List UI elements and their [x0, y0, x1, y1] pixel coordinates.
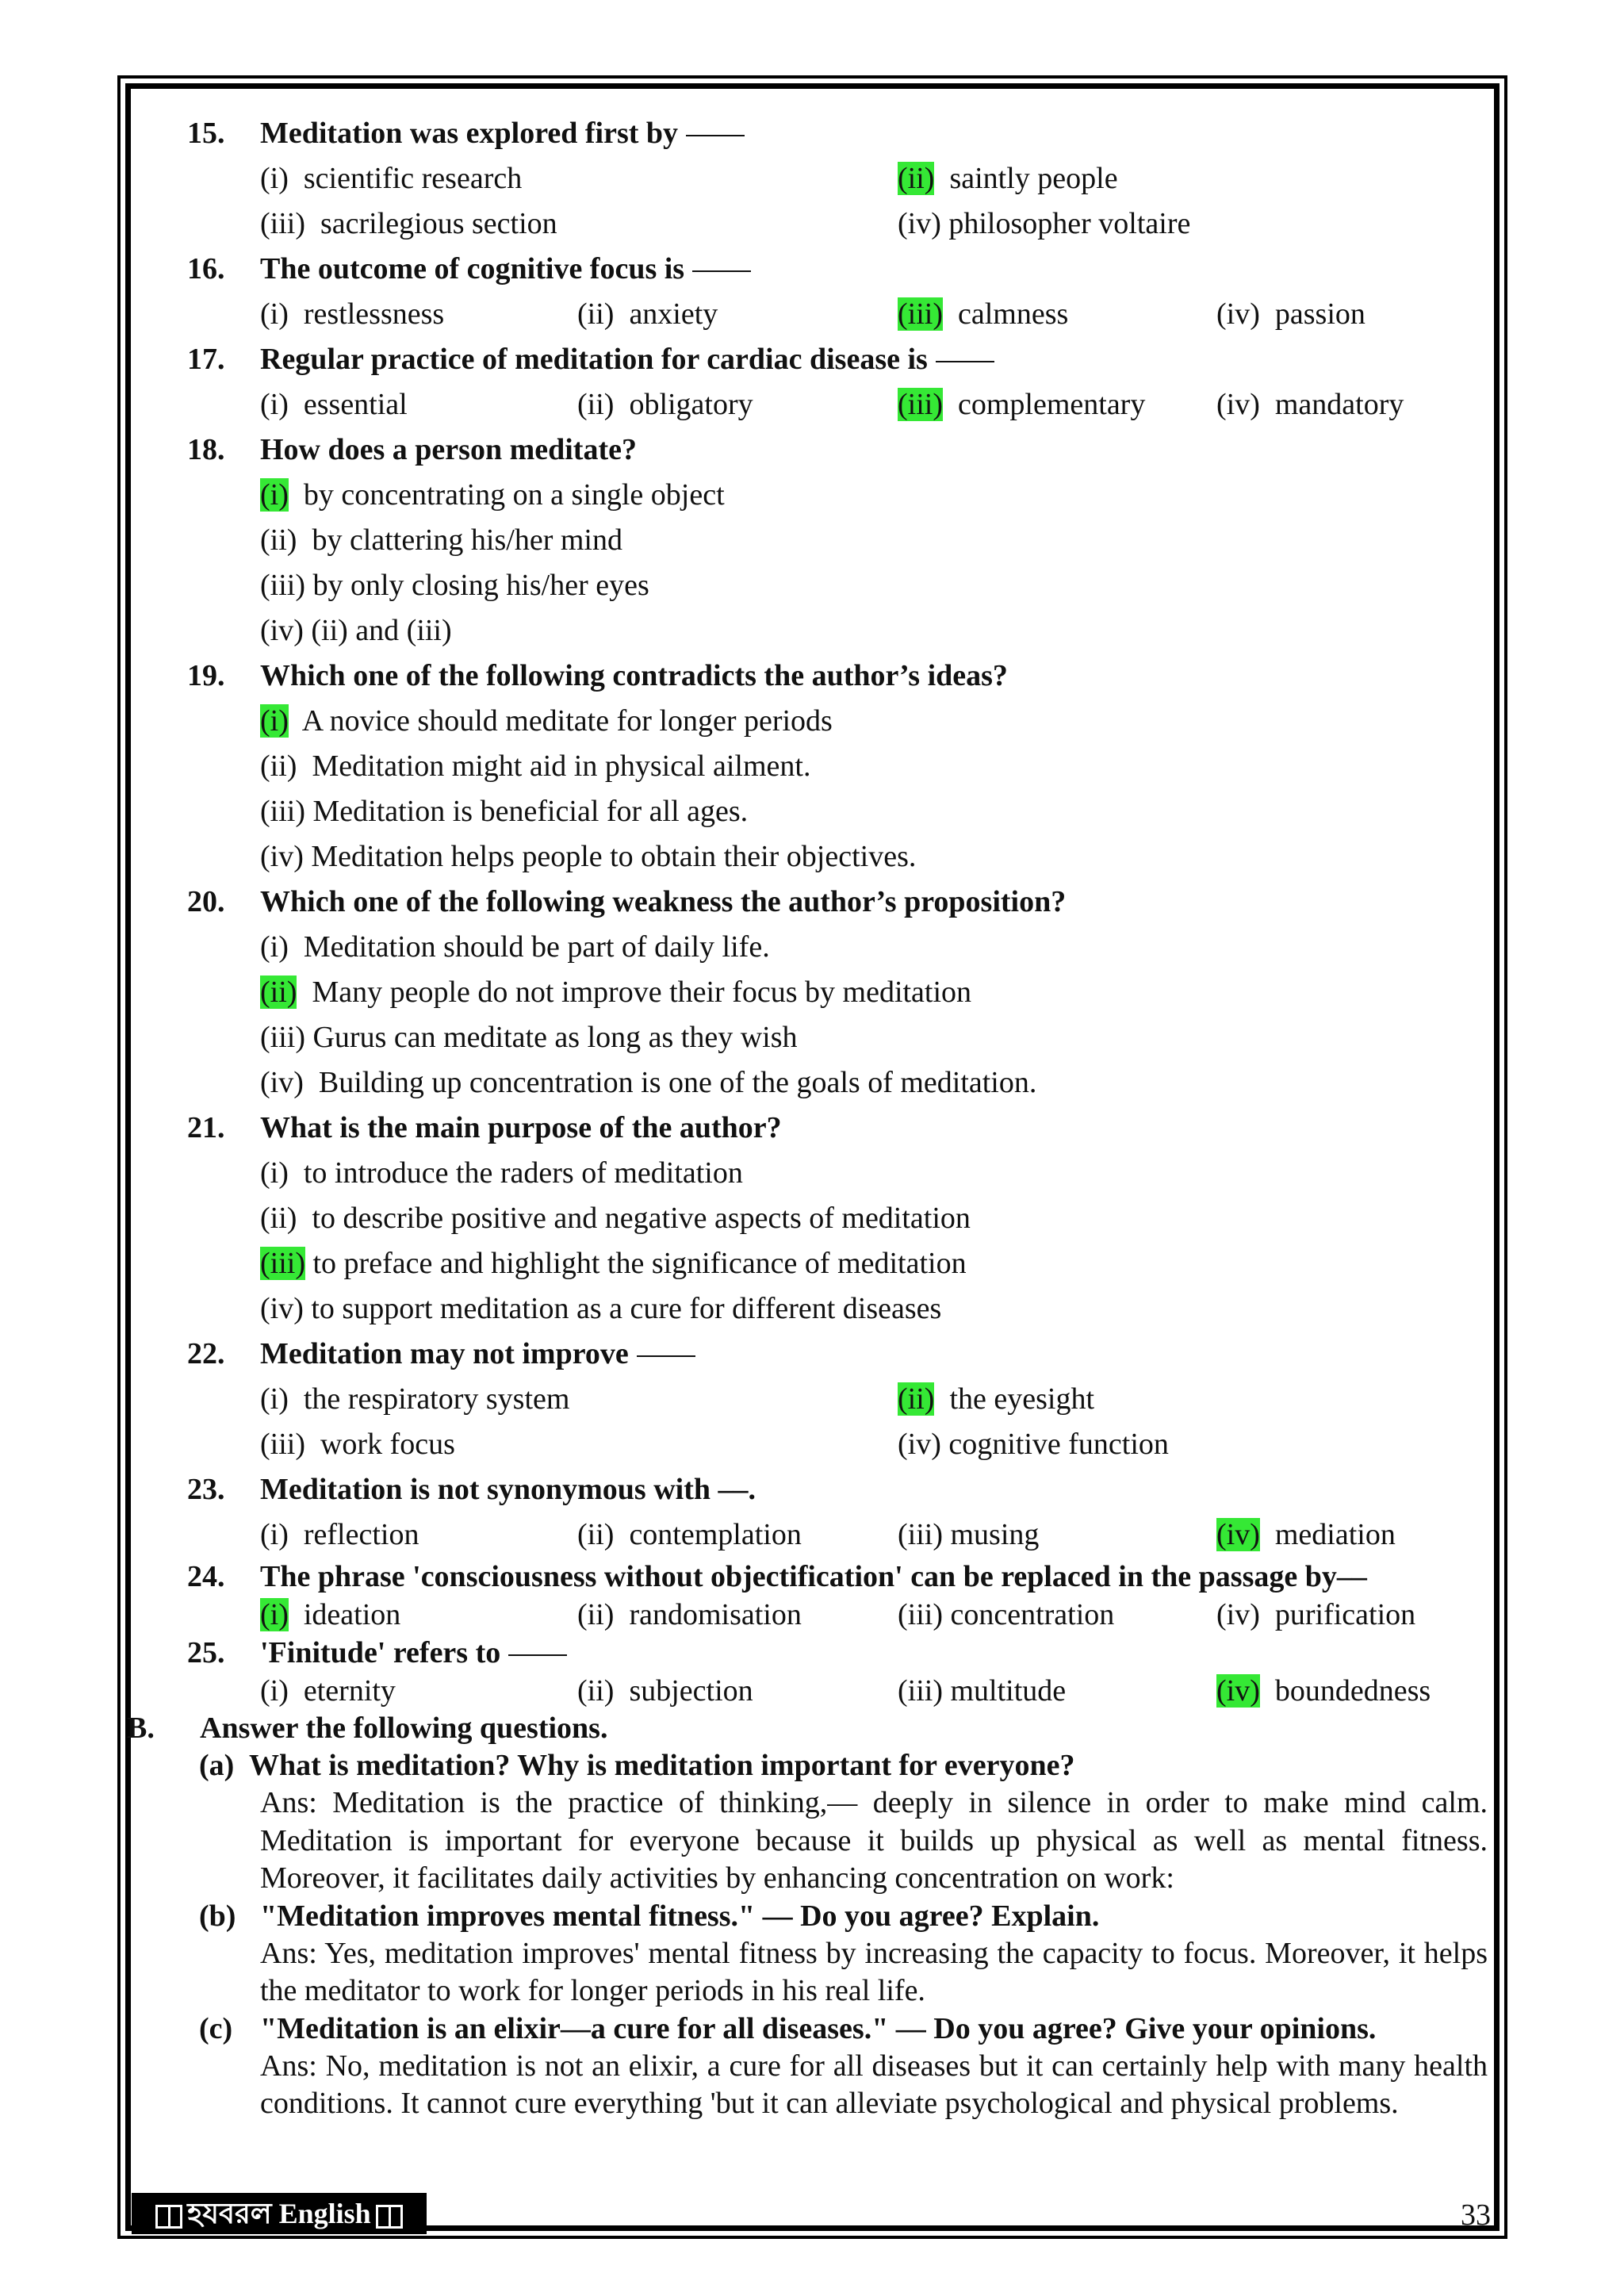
option-text: ideation — [288, 1598, 401, 1631]
option-text: by only closing his/her eyes — [304, 569, 649, 602]
question-text-content: What is the main purpose of the author? — [260, 1111, 782, 1144]
option-label: (ii) — [577, 388, 615, 421]
option-label: (i) — [260, 162, 289, 195]
option-label: (iii) — [260, 1428, 305, 1461]
option — [260, 1241, 967, 1286]
option-text: anxiety — [614, 297, 718, 331]
option-label: (ii) — [577, 1518, 615, 1551]
sub-question-label: (c) — [199, 2011, 233, 2045]
option-text: Meditation is beneficial for all ages. — [304, 795, 749, 828]
blank-dash — [508, 1654, 567, 1656]
option-label: (iv) — [260, 840, 304, 873]
option-label: (i) — [260, 1382, 289, 1416]
option-label: (iv) — [1216, 388, 1260, 421]
option — [1216, 1512, 1396, 1558]
options-row — [132, 201, 1496, 247]
option-text: mandatory — [1259, 388, 1404, 421]
question-number: 17. — [187, 343, 225, 376]
option-text: saintly people — [934, 162, 1118, 195]
option-text: complementary — [942, 388, 1146, 421]
option — [260, 1422, 455, 1467]
brand-text: হযবরল English — [187, 2198, 371, 2229]
page-content — [127, 111, 1496, 2123]
answer-marker: (i) — [260, 478, 289, 512]
question-number: 22. — [187, 1337, 225, 1370]
question-text — [260, 1634, 567, 1672]
question — [132, 654, 1496, 699]
answer-marker: (iii) — [260, 1247, 305, 1280]
brand-badge — [132, 2193, 427, 2234]
option-text: to preface and highlight the significance of meditation — [304, 1247, 967, 1280]
question — [132, 337, 1496, 382]
option — [260, 1286, 941, 1332]
option-label: (ii) — [577, 297, 615, 331]
option-text: restlessness — [288, 297, 445, 331]
options-row — [132, 1377, 1496, 1422]
option-label: (iii) — [260, 569, 305, 602]
option — [260, 156, 522, 201]
question-number: 15. — [187, 117, 225, 150]
option-label: (i) — [260, 930, 289, 964]
options-row — [132, 563, 1496, 608]
answer-marker: (ii) — [260, 976, 297, 1009]
option — [898, 1422, 1169, 1467]
question-number: 19. — [187, 659, 225, 692]
question-text-content: 'Finitude' refers to — [260, 1636, 501, 1669]
option-text: subjection — [614, 1674, 753, 1708]
option — [898, 292, 1068, 337]
question-text-content: Meditation is not synonymous with ––. — [260, 1473, 756, 1506]
sub-question — [132, 1747, 1496, 1784]
option — [898, 1512, 1039, 1558]
option — [577, 292, 718, 337]
question-text — [260, 654, 1008, 699]
answer-marker: (iv) — [1216, 1518, 1260, 1551]
option-label: (i) — [260, 388, 289, 421]
option — [260, 925, 770, 970]
option-text: to describe positive and negative aspects of meditation — [297, 1202, 971, 1235]
question — [132, 880, 1496, 925]
question — [132, 247, 1496, 292]
options-row — [132, 292, 1496, 337]
option-text: by concentrating on a single object — [288, 478, 725, 512]
option — [898, 201, 1190, 247]
option-text: the respiratory system — [288, 1382, 570, 1416]
option-text: reflection — [288, 1518, 419, 1551]
options-row — [132, 925, 1496, 970]
option-text: Many people do not improve their focus by meditation — [297, 976, 972, 1009]
option-label: (iv) — [260, 1292, 304, 1325]
option — [898, 382, 1145, 427]
option-label: (ii) — [577, 1598, 615, 1631]
option — [260, 1596, 400, 1634]
question-number: 20. — [187, 885, 225, 918]
answer-marker: (i) — [260, 1598, 289, 1631]
option — [260, 518, 622, 563]
question-number: 18. — [187, 433, 225, 466]
option-text: multitude — [942, 1674, 1067, 1708]
blank-dash — [936, 361, 994, 362]
book-icon — [155, 2205, 182, 2229]
book-icon — [376, 2205, 403, 2229]
option-text: by clattering his/her mind — [297, 523, 622, 557]
option — [577, 382, 753, 427]
option-label: (i) — [260, 1156, 289, 1190]
option — [260, 201, 557, 247]
question-text — [260, 337, 994, 382]
option-label: (ii) — [577, 1674, 615, 1708]
option-label: (ii) — [260, 1202, 297, 1235]
options-row — [132, 518, 1496, 563]
question-text-content: How does a person meditate? — [260, 433, 637, 466]
options-row — [132, 382, 1496, 427]
option — [260, 699, 833, 744]
option-label: (iv) — [898, 1428, 941, 1461]
question-text — [260, 1467, 756, 1512]
option — [898, 156, 1118, 201]
question-text-content: Meditation may not improve — [260, 1337, 629, 1370]
option — [260, 834, 916, 880]
option-label: (iv) — [898, 207, 941, 240]
section-title: Answer the following questions. — [200, 1711, 608, 1745]
question-text-content: Meditation was explored first by — [260, 117, 679, 150]
option-label: (iv) — [260, 1066, 304, 1099]
option-text: essential — [288, 388, 408, 421]
question — [132, 1332, 1496, 1377]
option — [260, 1060, 1036, 1106]
option-text: work focus — [304, 1428, 455, 1461]
answer-text: Ans: Yes, meditation improves' mental fitness by increasing the capacity to focus. Moreover, it helps the meditator to work for longer periods in his real life. — [260, 1936, 1488, 2007]
option — [577, 1512, 802, 1558]
option-text: Gurus can meditate as long as they wish — [304, 1021, 798, 1054]
options-row — [132, 970, 1496, 1015]
option-label: (ii) — [260, 749, 297, 783]
sub-question — [132, 2010, 1496, 2048]
answer-marker: (iii) — [898, 388, 943, 421]
option — [1216, 292, 1365, 337]
option-text: boundedness — [1259, 1674, 1431, 1708]
option-text: philosopher voltaire — [940, 207, 1191, 240]
sub-question-label: (b) — [199, 1899, 236, 1933]
blank-dash — [686, 135, 745, 136]
question-text — [260, 111, 745, 156]
option — [1216, 382, 1404, 427]
option — [898, 1672, 1066, 1710]
question-number: 21. — [187, 1111, 225, 1144]
question-text — [260, 427, 637, 473]
answer-marker: (ii) — [898, 162, 935, 195]
question-text-content: The outcome of cognitive focus is — [260, 252, 685, 286]
option-label: (i) — [260, 1518, 289, 1551]
question-text — [260, 247, 751, 292]
option — [260, 292, 444, 337]
question-text-content: Which one of the following contradicts the author’s ideas? — [260, 659, 1008, 692]
option-text: Meditation should be part of daily life. — [288, 930, 770, 964]
options-row — [132, 608, 1496, 654]
answer-text: Ans: Meditation is the practice of thinking,— deeply in silence in order to make mind calm. Meditation is important for everyone because it builds up physical as well as mental fitness. Moreover, it facilitates daily activities by enhancing concentration on work: — [260, 1786, 1488, 1895]
question-text-content: Which one of the following weakness the author’s proposition? — [260, 885, 1067, 918]
blank-dash — [692, 270, 751, 272]
question-number: 23. — [187, 1473, 225, 1506]
option-label: (iv) — [1216, 1598, 1260, 1631]
options-row — [132, 1196, 1496, 1241]
option-label: (i) — [260, 1674, 289, 1708]
options-row — [132, 789, 1496, 834]
option-label: (iii) — [260, 1021, 305, 1054]
option-label: (iii) — [260, 207, 305, 240]
option — [260, 473, 725, 518]
option-text: contemplation — [614, 1518, 802, 1551]
option — [260, 789, 748, 834]
question-text — [260, 880, 1066, 925]
answer-marker: (ii) — [898, 1382, 935, 1416]
option-label: (iv) — [1216, 297, 1260, 331]
answer-marker: (i) — [260, 704, 289, 738]
options-row — [132, 1241, 1496, 1286]
option — [577, 1672, 753, 1710]
option-text: (ii) and (iii) — [303, 614, 452, 647]
options-row — [132, 744, 1496, 789]
section-label: B. — [127, 1711, 155, 1745]
option — [260, 1377, 569, 1422]
question-text — [260, 1106, 782, 1151]
section-b-heading — [127, 1710, 1496, 1747]
sub-question-label: (a) — [199, 1749, 235, 1782]
question — [132, 1106, 1496, 1151]
option-text: to introduce the raders of meditation — [288, 1156, 743, 1190]
option-label: (ii) — [260, 523, 297, 557]
answer-marker: (iv) — [1216, 1674, 1260, 1708]
question-number: 25. — [187, 1636, 225, 1669]
option — [260, 744, 810, 789]
option-label: (iv) — [260, 614, 304, 647]
option-label: (iii) — [898, 1674, 943, 1708]
option-label: (iii) — [260, 795, 305, 828]
options-row — [132, 1422, 1496, 1467]
page-number: 33 — [1461, 2198, 1491, 2232]
question-text — [260, 1558, 1367, 1596]
options-row — [132, 1596, 1496, 1634]
option — [260, 1151, 743, 1196]
option-text: concentration — [942, 1598, 1115, 1631]
option-text: Meditation might aid in physical ailment. — [297, 749, 811, 783]
option-text: musing — [942, 1518, 1040, 1551]
question — [132, 111, 1496, 156]
question-number: 16. — [187, 252, 225, 286]
answer-marker: (iii) — [898, 297, 943, 331]
option — [898, 1377, 1094, 1422]
question-text — [260, 1332, 695, 1377]
sub-question-text: "Meditation is an elixir—a cure for all diseases." — Do you agree? Give your opinions. — [260, 2011, 1377, 2045]
option-text: the eyesight — [934, 1382, 1094, 1416]
option-text: obligatory — [614, 388, 753, 421]
question — [132, 1558, 1496, 1596]
sub-question — [132, 1898, 1496, 1935]
sub-question-text: "Meditation improves mental fitness." — Do you agree? Explain. — [260, 1899, 1100, 1933]
option-text: Meditation helps people to obtain their objectives. — [303, 840, 917, 873]
option — [577, 1596, 802, 1634]
option-text: Building up concentration is one of the goals of meditation. — [303, 1066, 1037, 1099]
options-row — [132, 1672, 1496, 1710]
option-text: scientific research — [288, 162, 523, 195]
option — [260, 970, 971, 1015]
options-row — [132, 1015, 1496, 1060]
question-text-content: The phrase 'consciousness without objectification' can be replaced in the passage by–– — [260, 1560, 1367, 1593]
option-text: passion — [1259, 297, 1365, 331]
option-label: (i) — [260, 297, 289, 331]
question-text-content: Regular practice of meditation for cardiac disease is — [260, 343, 928, 376]
option — [898, 1596, 1114, 1634]
question — [132, 1467, 1496, 1512]
option-text: randomisation — [614, 1598, 802, 1631]
option-text: purification — [1259, 1598, 1416, 1631]
options-row — [132, 1151, 1496, 1196]
options-row — [132, 699, 1496, 744]
answer-text: Ans: No, meditation is not an elixir, a cure for all diseases but it can certainly help with many health conditions. It cannot cure everything 'but it can alleviate psychological and physical problems. — [260, 2049, 1488, 2120]
option-label: (iii) — [898, 1598, 943, 1631]
sub-question-text: What is meditation? Why is meditation important for everyone? — [249, 1749, 1075, 1782]
option — [260, 1672, 396, 1710]
option — [260, 382, 408, 427]
options-row — [132, 1060, 1496, 1106]
option — [260, 1015, 798, 1060]
option-text: mediation — [1259, 1518, 1396, 1551]
option-label: (iii) — [898, 1518, 943, 1551]
option — [260, 1512, 419, 1558]
question-number: 24. — [187, 1560, 225, 1593]
question — [132, 427, 1496, 473]
options-row — [132, 156, 1496, 201]
options-row — [132, 1512, 1496, 1558]
option-text: sacrilegious section — [304, 207, 557, 240]
option — [1216, 1596, 1415, 1634]
option-text: calmness — [942, 297, 1069, 331]
option-text: to support meditation as a cure for different diseases — [303, 1292, 942, 1325]
options-row — [132, 834, 1496, 880]
option-text: A novice should meditate for longer periods — [288, 704, 833, 738]
blank-dash — [637, 1355, 695, 1357]
option-text: cognitive function — [940, 1428, 1169, 1461]
option-text: eternity — [288, 1674, 396, 1708]
option — [260, 563, 649, 608]
option — [260, 1196, 971, 1241]
option — [260, 608, 452, 654]
option — [1216, 1672, 1431, 1710]
options-row — [132, 1286, 1496, 1332]
question — [132, 1634, 1496, 1672]
options-row — [132, 473, 1496, 518]
